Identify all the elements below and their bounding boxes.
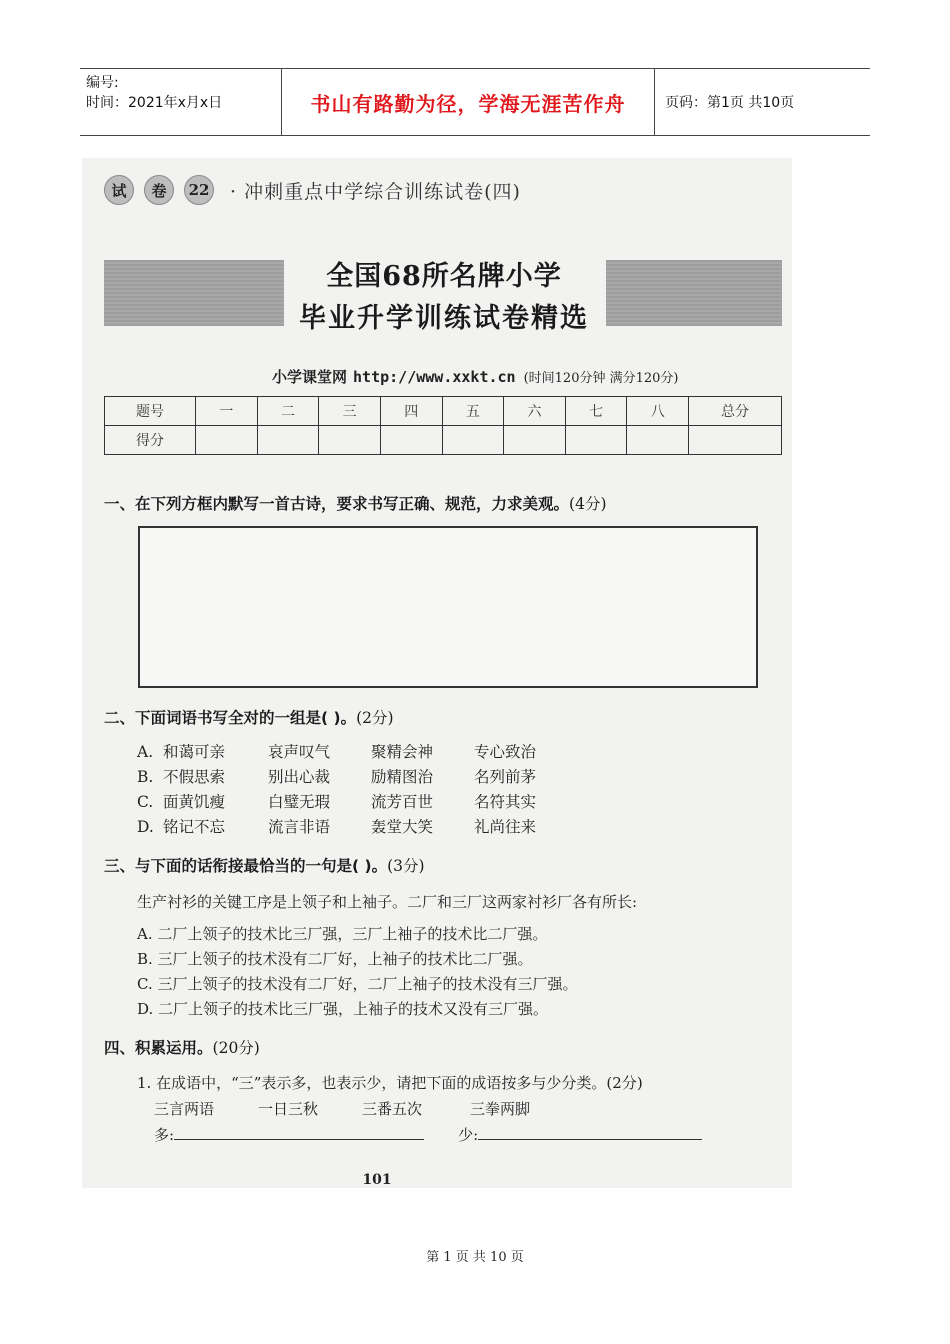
score-cell[interactable] [380,426,442,455]
question-points: (4分) [569,495,607,513]
question-text: 下面词语书写全对的一组是( )。 [135,709,357,727]
score-col: 七 [565,397,627,426]
exam-title-line1: 全国68所名牌小学 [326,261,562,292]
q2-option-d: D. 铭记不忘 流言非语 轰堂大笑 礼尚往来 [137,818,537,836]
score-cell[interactable] [689,426,782,455]
q3-option-d: D. 二厂上领子的技术比三厂强，上袖子的技术又没有三厂强。 [137,1000,549,1018]
score-col: 四 [380,397,442,426]
q4-idioms: 三言两语 一日三秋 三番五次 三拳两脚 [154,1100,531,1118]
score-col: 三 [319,397,381,426]
q3-option-a: A. 二厂上领子的技术比三厂强，三厂上袖子的技术比二厂强。 [137,925,548,943]
less-label: 少: [458,1126,479,1144]
banner-left-decoration [104,260,284,326]
q3-option-c: C. 三厂上领子的技术没有二厂好，二厂上袖子的技术没有三厂强。 [137,975,578,993]
site-url: http://www.xxkt.cn [353,368,516,386]
q3-prompt: 生产衬衫的关键工序是上领子和上袖子。二厂和三厂这两家衬衫厂各有所长: [137,893,638,911]
q2-option-a: A. 和蔼可亲 哀声叹气 聚精会神 专心致治 [137,743,537,761]
time-info: (时间120分钟 满分120分) [523,371,679,386]
badge-shi: 试 [104,175,134,205]
question-4 [104,1036,260,1058]
score-col: 一 [196,397,258,426]
more-answer-blank[interactable] [174,1125,424,1140]
question-points: (3分) [387,857,425,875]
question-points: (2分) [356,709,394,727]
scan-page-number: 101 [362,1172,392,1188]
question-number: 二、 [104,709,136,727]
score-cell[interactable] [504,426,566,455]
document-header [80,68,870,136]
score-col: 二 [257,397,319,426]
scanned-exam-page [82,158,792,1188]
question-number: 三、 [104,857,136,875]
score-cell[interactable] [319,426,381,455]
question-number: 一、 [104,495,136,513]
question-2 [104,706,394,728]
exam-title-line2: 毕业升学训练试卷精选 [299,303,589,334]
question-1 [104,492,607,514]
score-table-row-label: 得分 [105,426,196,455]
question-number: 四、 [104,1039,136,1057]
q2-option-c: C. 面黄饥瘦 白璧无瑕 流芳百世 名符其实 [137,793,537,811]
exam-meta [272,366,782,387]
header-meta-cell [80,69,282,135]
q4-sub1: 1. 在成语中，“三”表示多，也表示少，请把下面的成语按多与少分类。(2分) [137,1074,643,1092]
banner-right-decoration [606,260,782,326]
poem-writing-box[interactable] [138,526,758,688]
score-cell[interactable] [257,426,319,455]
badge-number: 22 [184,175,214,205]
series-header [104,174,521,206]
score-cell[interactable] [627,426,689,455]
site-name: 小学课堂网 [272,368,348,386]
more-label: 多: [154,1126,175,1144]
less-answer-blank[interactable] [478,1125,702,1140]
q4-answer-lines [154,1124,702,1145]
number-label: 编号: [86,75,119,91]
date-label: 时间：2021年x月x日 [86,95,223,111]
question-3 [104,854,425,876]
page-footer: 第 1 页 共 10 页 [426,1250,524,1265]
score-table-row-label: 题号 [105,397,196,426]
score-cell[interactable] [442,426,504,455]
score-col: 六 [504,397,566,426]
question-text: 在下列方框内默写一首古诗，要求书写正确、规范，力求美观。 [135,495,570,513]
page-label: 页码：第1页 共10页 [665,95,795,111]
motto: 书山有路勤为径，学海无涯苦作舟 [282,69,655,135]
question-text: 与下面的话衔接最恰当的一句是( )。 [135,857,388,875]
question-text: 积累运用。 [135,1039,213,1057]
q3-option-b: B. 三厂上领子的技术没有二厂好，上袖子的技术比二厂强。 [137,950,533,968]
badge-juan: 卷 [144,175,174,205]
score-col: 五 [442,397,504,426]
score-cell[interactable] [196,426,258,455]
score-table-score-row [105,426,782,455]
score-cell[interactable] [565,426,627,455]
question-points: (20分) [212,1039,260,1057]
score-table-header-row [105,397,782,426]
score-table [104,396,782,455]
score-col: 八 [627,397,689,426]
score-col-total: 总分 [689,397,782,426]
series-title: · 冲刺重点中学综合训练试卷(四) [230,180,521,203]
q2-option-b: B. 不假思索 别出心裁 励精图治 名列前茅 [137,768,537,786]
